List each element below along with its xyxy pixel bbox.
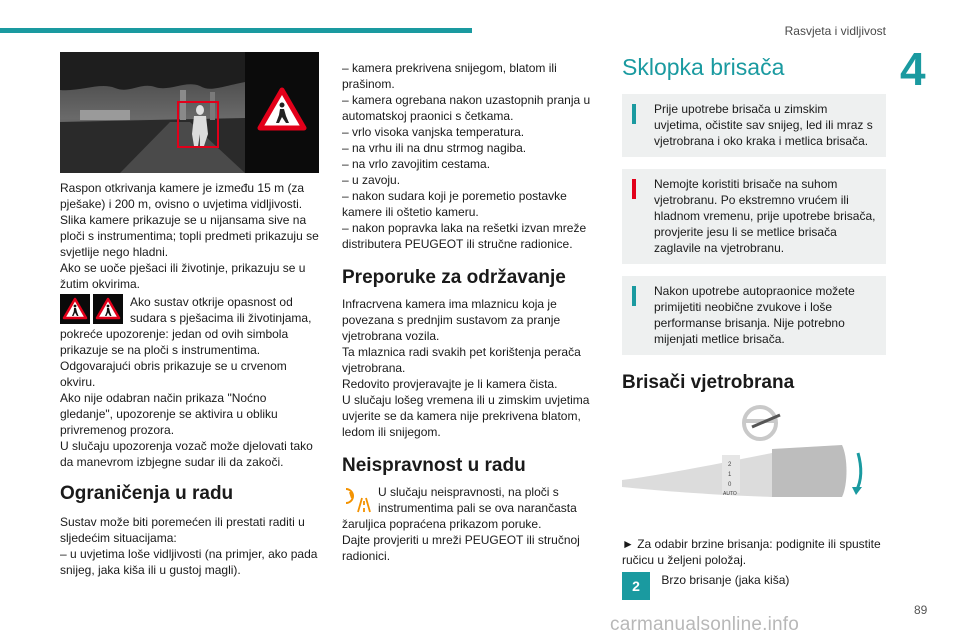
night-vision-camera-image (60, 52, 319, 173)
grayscale-text: Slika kamere prikazuje se u nijansama sive na ploči s instrumentima; topli predmeti prikazuju se svjetlije nego hladni. (60, 213, 319, 259)
stalk-label: 1 (728, 472, 732, 478)
wiper-speed-instruction: ► Za odabir brzine brisanja: podignite ili spustite ručicu u željeni položaj. (622, 537, 881, 567)
stalk-label: 2 (728, 462, 732, 468)
step-number-badge: 2 (622, 572, 650, 600)
animal-warning-icon (93, 294, 123, 324)
night-vision-mode-text: Ako nije odabran način prikaza "Noćno gledanje", upozorenje se aktivira u obliku privremenog prozora. (60, 391, 278, 437)
pedestrian-warning-icon (60, 294, 90, 324)
warning-symbols (60, 294, 126, 324)
red-frame-text: Odgovarajući obris prikazuje se u crvenom okviru. (60, 359, 287, 389)
maintenance-text: U slučaju lošeg vremena ili u zimskim uvjetima uvjerite se da kamera nije prekrivena blatom, ledom ili snijegom. (342, 393, 590, 439)
limits-item: – u uvjetima loše vidljivosti (na primjer, ako pada snijeg, jaka kiša ili u gustoj magli). (60, 547, 318, 577)
malfunction-service-text: Dajte provjeriti u mreži PEUGEOT ili stručnoj radionici. (342, 533, 580, 563)
warning-exclamation-icon (632, 179, 636, 199)
warning-box-text: Nemojte koristiti brisače na suhom vjetrobranu. Po ekstremno vrućem ili hladnom vremenu, prije upotrebe brisača, provjerite jesu li se metlice brisača zaglavile na vjetrobranu. (654, 177, 876, 255)
warning-box (622, 169, 886, 264)
limits-intro-text: Sustav može biti poremećen ili prestati raditi u sljedećim situacijama: (60, 515, 305, 545)
night-vision-fault-icon (342, 484, 374, 516)
malfunction-text: U slučaju neispravnosti, na ploči s instrumentima pali se ova narančasta žaruljica popraćena prikazom poruke. (342, 485, 577, 531)
limits-item: – u zavoju. (342, 173, 401, 187)
detection-range-text: Raspon otkrivanja kamere je između 15 m (za pješake) i 200 m, ovisno o uvjetima vidljivosti. (60, 181, 305, 211)
windshield-wipers-heading: Brisači vjetrobrana (622, 372, 795, 393)
info-box-text: Prije upotrebe brisača u zimskim uvjetima, očistite sav snijeg, led ili mraz s vjetrobrana i oko kraka i metlica brisača. (654, 102, 873, 148)
limits-item: – vrlo visoka vanjska temperatura. (342, 125, 525, 139)
info-icon (632, 286, 636, 306)
page-number: 89 (914, 603, 928, 617)
limits-item: – kamera prekrivena snijegom, blatom ili prašinom. (342, 61, 557, 91)
stalk-label: AUTO (723, 491, 737, 497)
wiper-stalk-illustration (622, 405, 886, 530)
operating-limits-heading: Ograničenja u radu (60, 483, 234, 504)
yellow-frames-text: Ako se uoče pješaci ili životinje, prikazuju se u žutim okvirima. (60, 261, 306, 291)
info-box-text: Nakon upotrebe autopraonice možete primijetiti neobične zvukove i loše performanse brisanja. Nije potrebno mijenjati metlice brisača. (654, 284, 855, 346)
section-title: Rasvjeta i vidljivost (784, 24, 886, 38)
driver-action-text: U slučaju upozorenja vozač može djelovati tako da manevrom izbjegne sudar ili da zakoči. (60, 439, 313, 469)
info-icon (632, 104, 636, 124)
wiper-switch-heading: Sklopka brisača (622, 54, 785, 80)
malfunction-heading: Neispravnost u radu (342, 455, 526, 476)
limits-item: – na vrhu ili na dnu strmog nagiba. (342, 141, 527, 155)
chapter-number: 4 (900, 43, 926, 95)
header-accent-bar (0, 28, 472, 33)
maintenance-text: Infracrvena kamera ima mlaznicu koja je povezana s prednjim sustavom za pranje vjetrobrana vozila. (342, 297, 561, 343)
info-box (622, 94, 886, 157)
column-3 (622, 52, 886, 600)
column-2 (342, 60, 604, 564)
stalk-label: 0 (728, 482, 732, 488)
limits-item: – na vrlo zavojitim cestama. (342, 157, 491, 171)
collision-warning-text: Ako sustav otkrije opasnost od sudara s pješacima ili životinjama, pokreće upozorenje: jedan od ovih simbola prikazuje se na ploči s instrumentima. (60, 295, 312, 357)
limits-item: – nakon popravka laka na rešetki izvan mreže distributera PEUGEOT ili stručne radionice. (342, 221, 587, 251)
watermark: carmanualsonline.info (610, 614, 800, 635)
info-box (622, 276, 886, 355)
maintenance-heading: Preporuke za održavanje (342, 267, 566, 288)
limits-item: – kamera ogrebana nakon uzastopnih pranja u automatskoj praonici s četkama. (342, 93, 591, 123)
maintenance-text: Ta mlaznica radi svakih pet korištenja perača vjetrobrana. (342, 345, 581, 375)
maintenance-text: Redovito provjeravajte je li kamera čista. (342, 377, 558, 391)
column-1 (60, 180, 322, 578)
limits-item: – nakon sudara koji je poremetio postavke kamere ili oštetio kameru. (342, 189, 567, 219)
fast-wiping-text: Brzo brisanje (jaka kiša) (661, 573, 790, 587)
